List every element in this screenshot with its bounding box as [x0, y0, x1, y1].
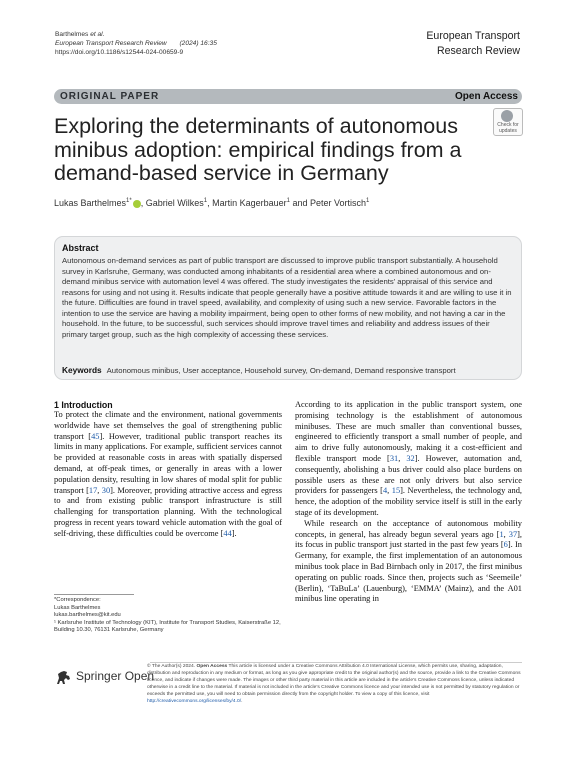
author-name[interactable]: , Gabriel Wilkes: [140, 198, 204, 208]
body-text: ], its focus in public transport just started in the past few years [: [295, 529, 523, 550]
keywords-list: Autonomous minibus, User acceptance, Household survey, On-demand, Demand responsive transport: [106, 366, 456, 375]
body-text: While research on the acceptance of autonomous mobility concepts, in general, has already begun several years ago [: [295, 518, 522, 539]
body-column-right: [295, 400, 522, 605]
correspondence-name: Lukas Barthelmes: [54, 604, 101, 611]
citation-link[interactable]: 30: [101, 485, 111, 495]
author-affiliation: 1: [366, 198, 370, 204]
body-text: ,: [398, 453, 407, 463]
header-author: Barthelmes: [55, 31, 91, 38]
paragraph: [54, 410, 282, 540]
footnote-rule: [54, 594, 134, 595]
article-type-label: ORIGINAL PAPER: [60, 91, 160, 102]
body-text: ]. Nevertheless, the technology and, hence, the adoption of the mobility service itself is still in the early stage of its development.: [295, 486, 522, 517]
keywords-label: Keywords: [62, 365, 102, 375]
header-etal: et al.: [90, 31, 105, 38]
body-column-left: [54, 410, 282, 540]
citation-link[interactable]: 1: [499, 529, 504, 539]
license-body: This article is licensed under a Creative Commons Attribution 4.0 International License, which permits use, sharing, adaptation, distribution and reproduction in any medium or format, as long as you give appropriate credit to the original author(s) and the source, provide a link to the Creative Commons licence, and indicate if changes were made. The images or other third party material in this article are included in the article’s Creative Commons licence, unless indicated otherwise in a credit line to the material. If material is not included in the article’s Creative Commons licence and your intended use is not permitted by statutory regulation or exceeds the permitted use, you will need to obtain permission directly from the copyright holder. To view a copy of this licence, visit: [147, 664, 521, 697]
body-text: ]. In Germany, for example, the first implementation of an autonomous minibus took place in Bad Birnbach only in 2017, the first minibus operating on public roads. Since then, projects such as ‘Seemeile’ (Berlin), ‘TaBuLa’ (Lauenburg), ‘EMMA’ (Mainz), and the A01 minibus line operating in: [295, 540, 522, 604]
footer-rule: [150, 662, 522, 663]
check-updates-icon: [501, 110, 513, 122]
body-text: To protect the climate and the environment, national governments worldwide have set themselves the goal of strengthening public transport [: [54, 410, 282, 441]
body-text: ,: [503, 529, 509, 539]
abstract-heading: Abstract: [62, 243, 99, 253]
journal-name: [360, 29, 520, 58]
journal-name-line2: Research Review: [436, 44, 520, 57]
correspondence-email[interactable]: lukas.barthelmes@kit.edu: [54, 612, 121, 619]
citation-link[interactable]: 31: [389, 453, 399, 463]
header-journal-citation: European Transport Research Review (2024) 16:35: [55, 40, 217, 47]
affiliation: ¹ Karlsruhe Institute of Technology (KIT), Institute for Transport Studies, Kaiserstraße 12, Building 10.30, 76131 Karlsruhe, Germany: [54, 619, 281, 634]
citation-link[interactable]: 17: [88, 485, 98, 495]
body-text: According to its application in the public transport system, one promising technology is the establishment of autonomous minibuses. These are much smaller than conventional busses, engineered to efficiently transport a small number of people, and aim to drive fully autonomously, making it a cost-efficient and flexible transport mode [: [295, 400, 522, 463]
journal-name-line1: European Transport: [426, 30, 520, 42]
body-text: ]. However, traditional public transport reaches its limits in many applications. For example, sufficient services cannot be provided at reasonable costs in areas with spatially dispersed demand, at off-peak times, or generally in areas with a lower population density, resulting in low shares of modal split for public transport [: [54, 431, 282, 495]
citation-link[interactable]: 15: [391, 486, 401, 496]
check-updates-label: Check for updates: [497, 122, 519, 134]
body-text: ].: [231, 528, 237, 538]
license-end: .: [241, 698, 243, 704]
correspondence-footnote: [54, 597, 284, 635]
license-link[interactable]: http://creativecommons.org/licenses/by/4.0/: [147, 698, 242, 704]
citation-link[interactable]: 45: [91, 431, 100, 441]
license-open-access: Open Access: [196, 664, 228, 669]
citation-link[interactable]: 37: [508, 529, 518, 539]
author-affiliation: 1*: [126, 198, 132, 204]
running-header: [55, 30, 217, 57]
body-text: ]. However, automation and, consequently, abolishing a bus driver could also place burdens on possible users as these are not only drivers but also service providers for passengers [: [295, 453, 523, 496]
article-title: Exploring the determinants of autonomous minibus adoption: empirical findings from a demand-based service in Germany: [54, 114, 462, 185]
body-text: ,: [387, 486, 392, 496]
license-prefix: © The Author(s) 2024.: [147, 664, 197, 669]
author-affiliation: 1: [286, 198, 290, 204]
citation-link[interactable]: 4: [382, 486, 388, 496]
orcid-icon[interactable]: [133, 200, 141, 208]
author-list: [54, 198, 369, 208]
abstract-text: Autonomous on-demand services as part of public transport are discussed to improve public transport substantially. A household survey in Karlsruhe, Germany, was conducted among inhabitants of a residential area where a combined autonomous and on-demand minibus service with automation level 4 was offered. The study investigates the residents’ appraisal of this service and reasons for using and not using it. Results indicate that people generally have a positive attitude towards it and are willing to use it in the future. Difficulties are found in travel speed, availability, and complexity of using such a new service. Favorable factors in the intention to use the service are having a mobility impairment, being open to other forms of new mobility, and not having a car in the household. In the future, to be successful, such services should improve travel times and reliability and address issues of their primary target group, such as the high complexity of accessing these services.: [62, 256, 512, 339]
keywords: [62, 365, 514, 375]
author-name[interactable]: and Peter Vortisch: [289, 198, 367, 208]
paragraph: [295, 400, 522, 519]
author-affiliation: 1: [203, 198, 208, 204]
section-heading: 1 Introduction: [54, 400, 113, 410]
body-text: ]. Moreover, providing attractive access and egress to and from existing public transport infrastructure is still challenging for transportation planning. With the technological progress in recent years toward vehicle automation with the goal of self-driving, these difficulties could be overcome [: [54, 485, 283, 538]
citation-link[interactable]: 6: [503, 540, 508, 550]
correspondence-label: *Correspondence:: [54, 597, 101, 603]
license-text: [147, 664, 522, 705]
header-doi[interactable]: https://doi.org/10.1186/s12544-024-00659-9: [55, 49, 184, 56]
paragraph: [295, 519, 522, 605]
author-name[interactable]: Lukas Barthelmes: [54, 198, 127, 208]
author-name[interactable]: , Martin Kagerbauer: [207, 198, 287, 208]
open-access-label: Open Access: [455, 91, 518, 102]
citation-link[interactable]: 44: [223, 528, 232, 538]
citation-link[interactable]: 32: [406, 453, 415, 463]
publisher-logo: Springer Open: [76, 669, 155, 683]
body-text: ,: [97, 485, 102, 495]
springer-horse-icon: [54, 669, 74, 687]
